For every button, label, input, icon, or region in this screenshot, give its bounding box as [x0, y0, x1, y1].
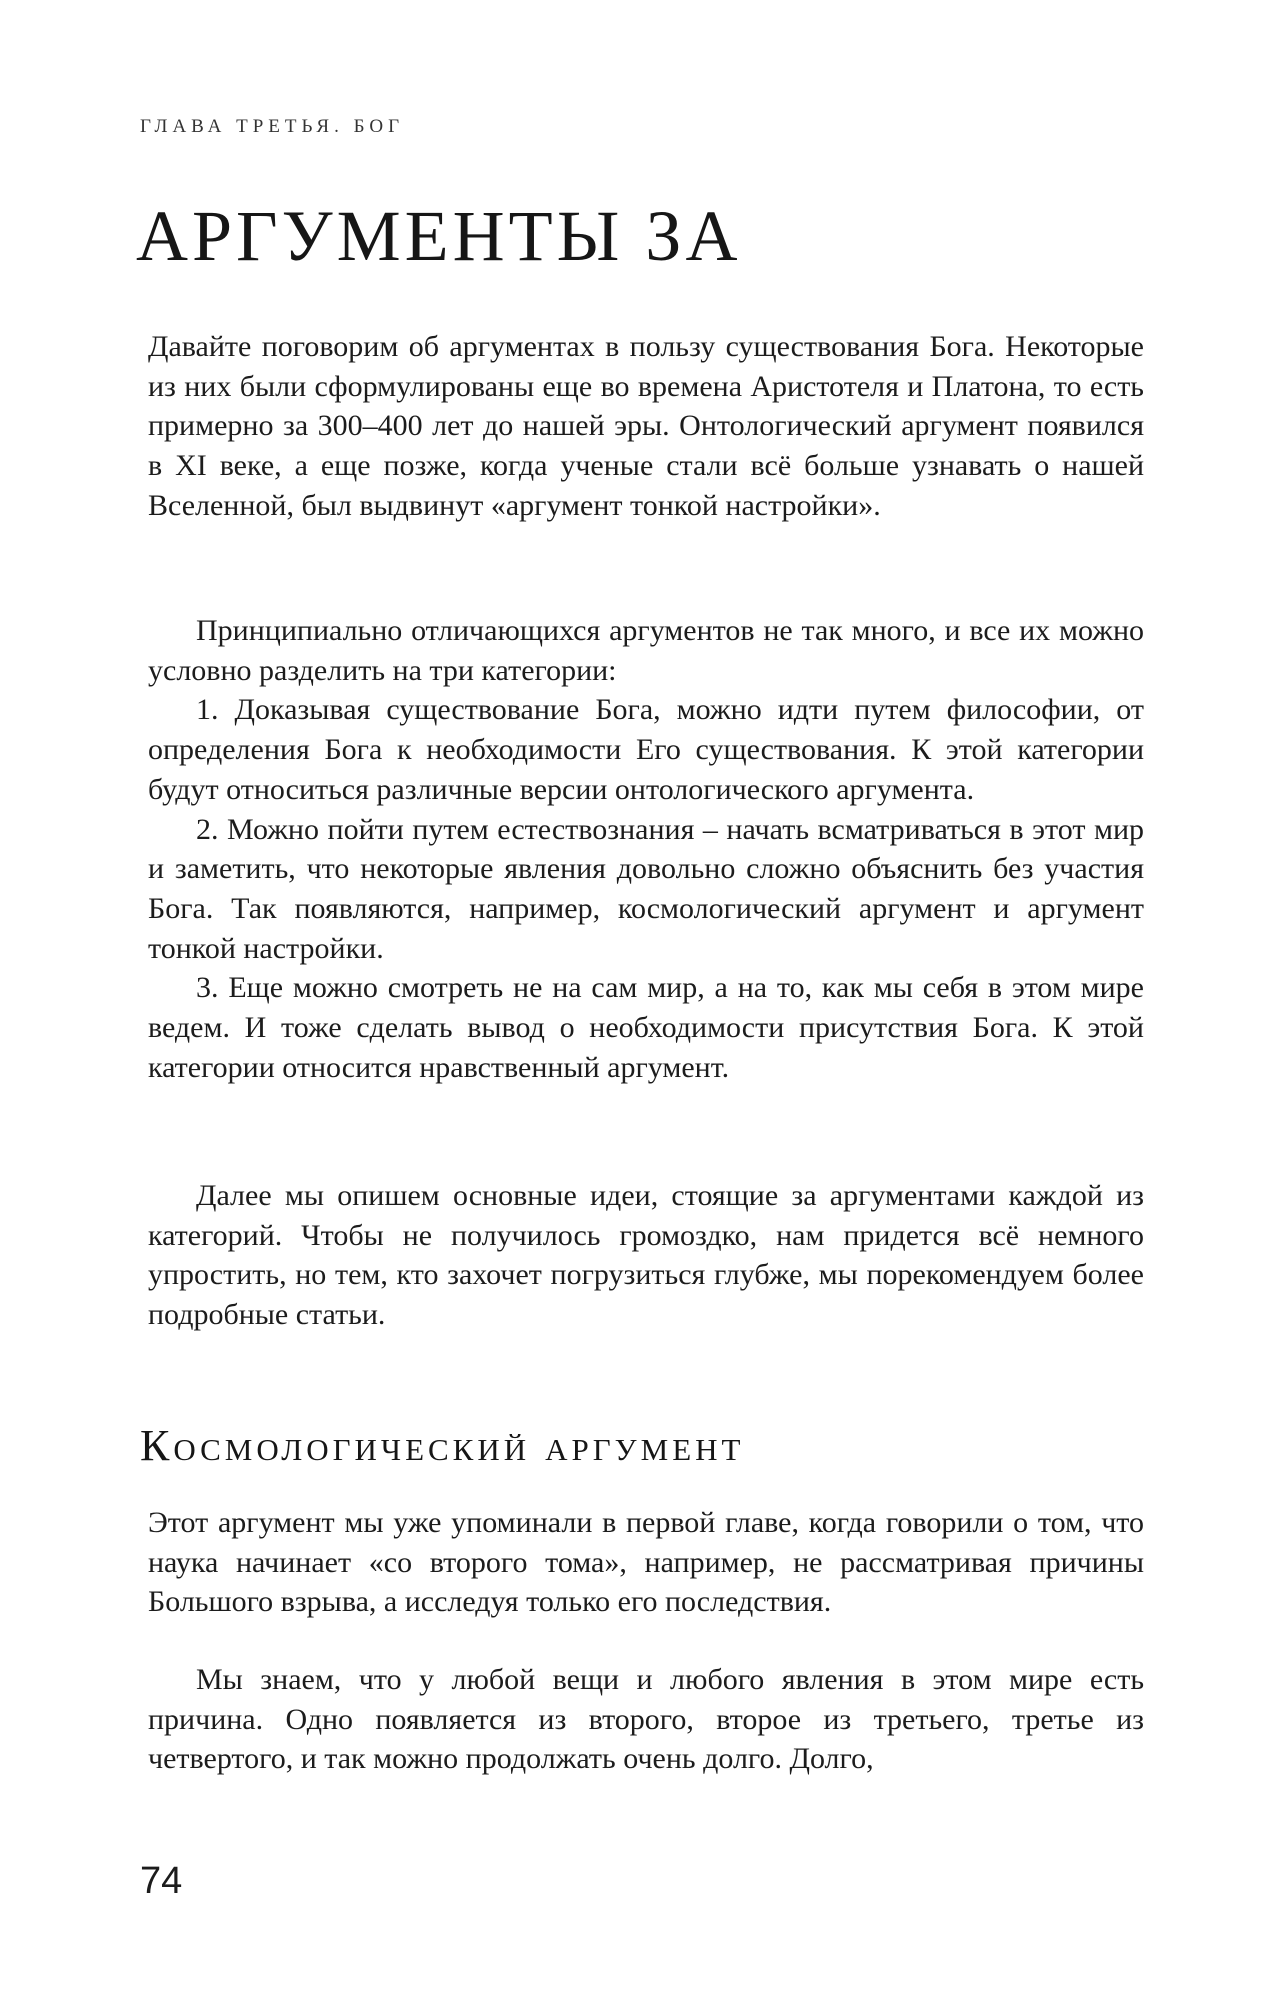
intro-paragraph-3: Далее мы опишем основные идеи, стоящие за аргументами каждой из категорий. Чтобы не получилось громоздко, нам придется всё немного упростить, но тем, кто захочет погрузиться глубже, мы порекомендуем более подробные статьи. [148, 1179, 1144, 1332]
section-heading: Космологический аргумент [140, 1421, 745, 1470]
category-item-1: 1. Доказывая существование Бога, можно идти путем философии, от определения Бога к необходимости Его существования. К этой категории будут относиться различные версии онтологического аргумента. [148, 693, 1144, 806]
intro-paragraph-2: Принципиально отличающихся аргументов не так много, и все их можно условно разделить на три категории: [148, 614, 1144, 687]
intro-paragraph-1: Давайте поговорим об аргументах в пользу существования Бога. Некоторые из них были сформулированы еще во времена Аристотеля и Платона, то есть примерно за 300–400 лет до нашей эры. Онтологический аргумент появился в XI веке, а еще позже, когда ученые стали всё больше узнавать о нашей Вселенной, был выдвинут «аргумент тонкой настройки». [148, 330, 1144, 522]
section-paragraph-2: Мы знаем, что у любой вещи и любого явления в этом мире есть причина. Одно появляется из второго, второе из третьего, третье из четвертого, и так можно продолжать очень долго. Долго, [148, 1663, 1144, 1776]
section-paragraph-1: Этот аргумент мы уже упоминали в первой главе, когда говорили о том, что наука начинает «со второго тома», например, не рассматривая причины Большого взрыва, а исследуя только его последствия. [148, 1506, 1144, 1619]
running-head: ГЛАВА ТРЕТЬЯ. БОГ [140, 116, 405, 137]
chapter-title: АРГУМЕНТЫ ЗА [136, 196, 742, 276]
intro-paragraph-3-block [148, 1176, 1144, 1335]
page-number: 74 [140, 1860, 183, 1902]
section-paragraph-2-block [148, 1660, 1144, 1779]
category-item-2: 2. Можно пойти путем естествознания – начать всматриваться в этот мир и заметить, что некоторые явления довольно сложно объяснить без участия Бога. Так появляются, например, космологический аргумент и аргумент тонкой настройки. [148, 812, 1144, 965]
intro-paragraph-1-block [148, 327, 1144, 526]
section-paragraph-1-block [148, 1503, 1144, 1622]
categories-block [148, 611, 1144, 1087]
category-item-3: 3. Еще можно смотреть не на сам мир, а на то, как мы себя в этом мире ведем. И тоже сделать вывод о необходимости присутствия Бога. К этой категории относится нравственный аргумент. [148, 971, 1144, 1084]
